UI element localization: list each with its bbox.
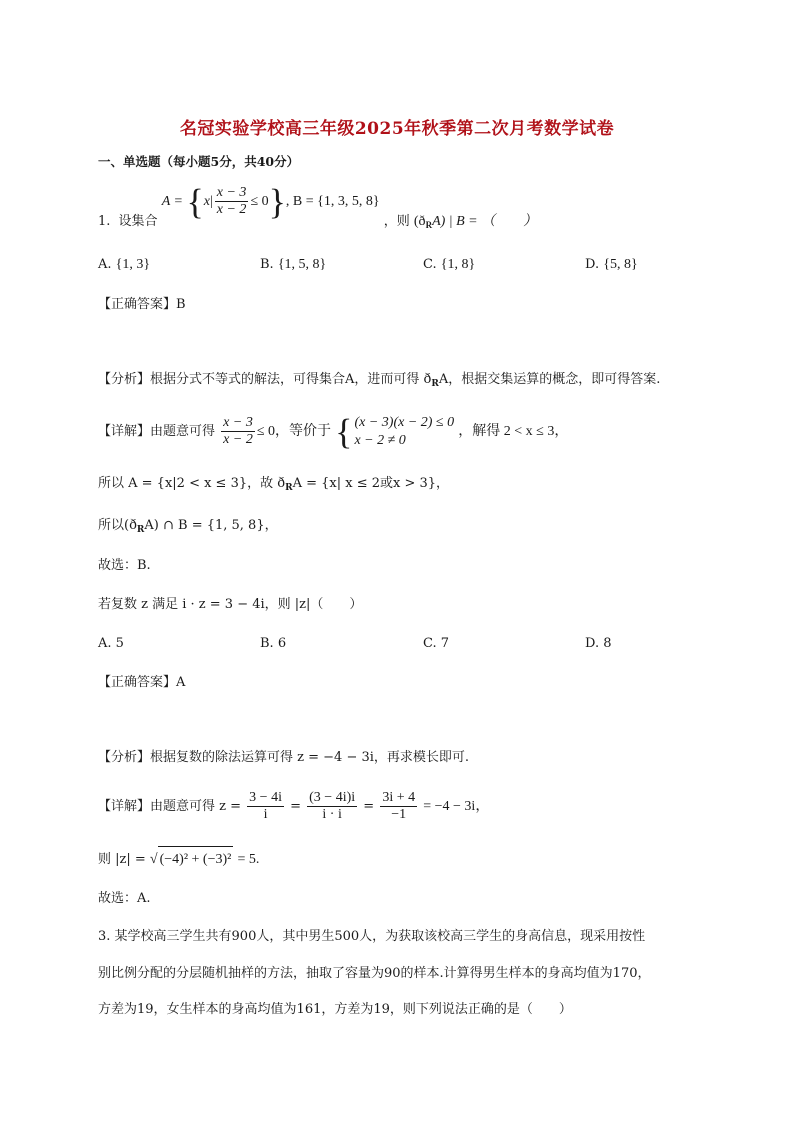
option-b: B. {1, 5, 8} bbox=[260, 257, 327, 272]
then-text: ，则 bbox=[383, 214, 410, 229]
section-heading: 一、单选题（每小题5分，共40分） bbox=[98, 154, 300, 169]
detail-line: 【详解】由题意可得 $\frac{x - 3}{x - 2}$ ≤ 0，等价于 { (x − 3)(x − 2) ≤ 0 x − 2 ≠ 0 ，解得 2 < x ≤ 3， bbox=[98, 411, 569, 452]
question-2-stem: 若复数 z 满足 i · z = 3 − 4i，则 |z|（ ） bbox=[98, 597, 363, 612]
option-a: A. {1, 3} bbox=[98, 257, 151, 272]
choose-line-2: 故选：A. bbox=[98, 891, 151, 906]
q2-option-b: B. 6 bbox=[260, 636, 287, 651]
solution-line-2: 所以$(ð_RA)$ ∩ B = {1, 5, 8}， bbox=[98, 518, 278, 535]
page-title: 名冠实验学校高三年级2025年秋季第二次月考数学试卷 bbox=[179, 119, 615, 139]
question-1-stem bbox=[98, 181, 538, 245]
question-3-line-3: 方差为19，女生样本的身高均值为161，方差为19，则下列说法正确的是（ ） bbox=[98, 1002, 572, 1017]
q2-analysis-line: 【分析】根据复数的除法运算可得 z = −4 − 3i，再求模长即可. bbox=[98, 750, 470, 765]
option-c: C. {1, 8} bbox=[423, 257, 476, 272]
stem-text: 设集合 bbox=[118, 214, 158, 229]
q2-option-a: A. 5 bbox=[98, 636, 124, 651]
q2-detail-line: 【详解】由题意可得 z = $\frac{3 - 4i}{i}$ = $\frac{(3 - 4i)i}{i \cdot i}$ = $\frac{3i + 4}{-1}$ = −4 − 3i， bbox=[98, 790, 490, 822]
option-d: D. {5, 8} bbox=[585, 257, 638, 272]
solution-line-1: 所以 A = {x|2 < x ≤ 3}，故 $ð_RA = \{x|$ x ≤ 2或x > 3}， bbox=[98, 476, 450, 493]
choose-line-1: 故选：B. bbox=[98, 558, 151, 573]
q2-option-c: C. 7 bbox=[423, 636, 450, 651]
set-a: A = {x| $\frac{x - 3}{x - 2}$ ≤ 0}, B = {1, 3, 5, 8} bbox=[161, 181, 380, 222]
q2-option-d: D. 8 bbox=[585, 636, 612, 651]
q2-answer-line: 【正确答案】A bbox=[98, 675, 186, 690]
question-3-line-2: 别比例分配的分层随机抽样的方法，抽取了容量为90的样本.计算得男生样本的身高均值为170， bbox=[98, 966, 651, 981]
q2-modulus-line: 则 |z| = √ (−4)² + (−3)² = 5. bbox=[98, 846, 259, 873]
question-3-line-1: 3. 某学校高三学生共有900人，其中男生500人，为获取该校高三学生的身高信息，现采用按性 bbox=[98, 929, 646, 944]
complement-expr: $(ð_RA)$ | B = （ ） bbox=[413, 214, 538, 230]
answer-line: 【正确答案】B bbox=[98, 297, 186, 312]
question-number: 1. bbox=[98, 214, 111, 229]
analysis-line: 【分析】根据分式不等式的解法，可得集合A，进而可得 $ð_RA$，根据交集运算的概念，即可得答案. bbox=[98, 372, 661, 389]
